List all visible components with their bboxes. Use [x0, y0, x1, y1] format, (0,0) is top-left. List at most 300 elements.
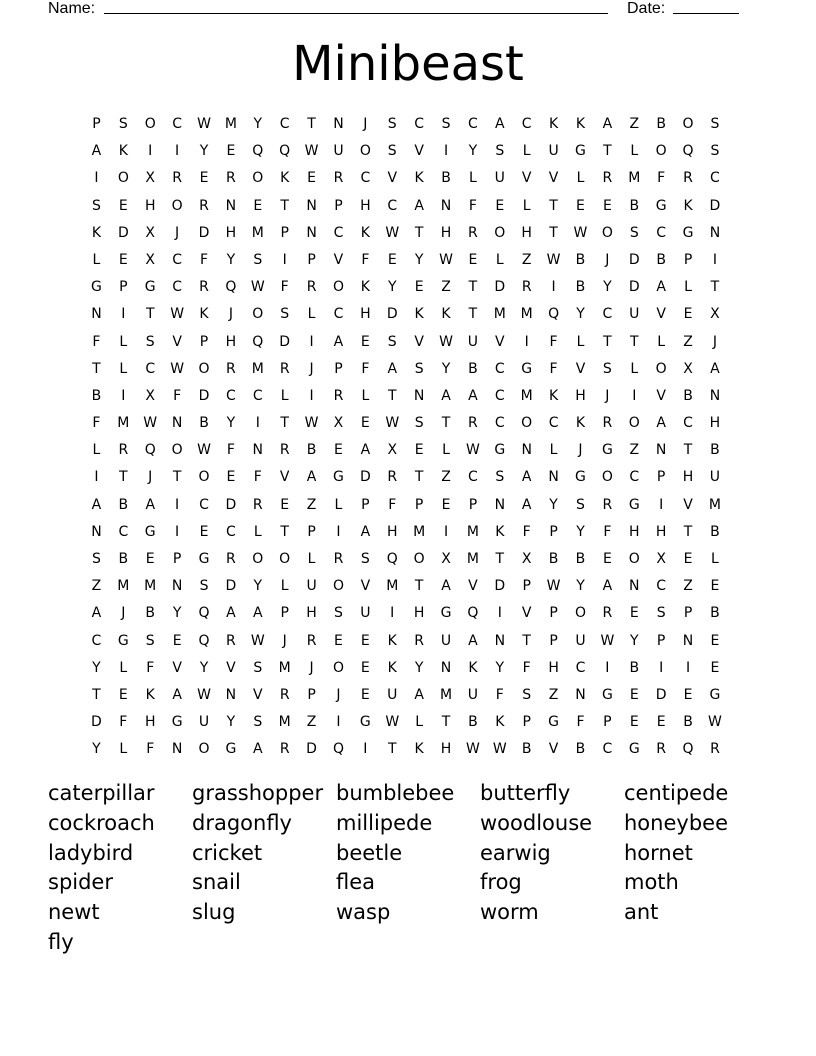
- grid-letter: A: [521, 496, 532, 513]
- grid-letter: E: [118, 251, 128, 268]
- grid-letter: D: [494, 279, 506, 296]
- grid-letter: R: [602, 496, 613, 513]
- grid-letter: I: [94, 170, 99, 187]
- grid-letter: D: [198, 224, 210, 241]
- grid-letter: Y: [226, 714, 236, 731]
- grid-letter: W: [304, 143, 319, 160]
- grid-letter: M: [251, 360, 264, 377]
- grid-letter: V: [414, 333, 424, 350]
- grid-letter: E: [629, 605, 639, 622]
- grid-letter: W: [304, 415, 319, 432]
- grid-letter: N: [306, 197, 317, 214]
- grid-letter: Q: [198, 605, 210, 622]
- grid-letter: W: [600, 632, 615, 649]
- grid-letter: Z: [441, 469, 451, 486]
- grid-letter: O: [601, 224, 613, 241]
- grid-letter: O: [171, 197, 183, 214]
- grid-letter: T: [468, 306, 478, 323]
- grid-letter: T: [441, 714, 451, 731]
- grid-letter: R: [172, 170, 182, 187]
- grid-letter: L: [307, 306, 316, 323]
- grid-letter: Z: [521, 251, 532, 268]
- grid-letter: J: [121, 605, 126, 622]
- grid-letter: S: [710, 143, 720, 160]
- grid-letter: Q: [386, 551, 398, 567]
- date-field[interactable]: [673, 13, 739, 14]
- grid-letter: Y: [253, 578, 263, 595]
- grid-letter: P: [603, 714, 612, 731]
- grid-letter: P: [334, 360, 343, 377]
- grid-letter: P: [334, 197, 343, 214]
- grid-letter: A: [253, 741, 263, 758]
- grid-letter: G: [521, 360, 533, 377]
- grid-letter: L: [334, 496, 343, 513]
- grid-letter: A: [91, 605, 102, 622]
- grid-letter: R: [602, 170, 613, 187]
- grid-letter: S: [253, 659, 263, 676]
- grid-letter: J: [309, 360, 314, 377]
- grid-letter: U: [629, 306, 640, 323]
- grid-letter: F: [280, 279, 289, 296]
- grid-letter: B: [656, 251, 666, 268]
- grid-letter: S: [576, 496, 585, 513]
- grid-letter: W: [708, 714, 722, 731]
- word-item: ant: [624, 900, 659, 925]
- grid-letter: U: [575, 632, 586, 649]
- word-item: frog: [480, 870, 522, 895]
- grid-letter: K: [118, 143, 128, 160]
- grid-letter: K: [468, 659, 478, 676]
- grid-letter: A: [468, 387, 478, 404]
- grid-letter: P: [414, 496, 424, 513]
- grid-letter: O: [171, 442, 183, 459]
- grid-letter: L: [576, 170, 585, 187]
- grid-letter: E: [710, 659, 720, 676]
- grid-letter: Y: [441, 360, 451, 377]
- grid-letter: C: [91, 632, 102, 649]
- grid-letter: E: [360, 632, 370, 649]
- grid-letter: L: [522, 143, 531, 160]
- grid-letter: O: [655, 360, 667, 377]
- grid-letter: P: [468, 496, 478, 513]
- grid-letter: U: [467, 333, 479, 350]
- grid-letter: W: [197, 116, 211, 132]
- grid-letter: N: [333, 116, 344, 132]
- grid-letter: W: [465, 741, 480, 758]
- grid-letter: Y: [387, 279, 397, 296]
- grid-letter: W: [439, 333, 453, 350]
- grid-letter: E: [199, 523, 209, 540]
- grid-letter: I: [443, 143, 449, 160]
- grid-letter: O: [144, 116, 156, 132]
- grid-letter: V: [279, 469, 290, 486]
- grid-letter: H: [575, 387, 586, 404]
- grid-letter: E: [441, 496, 451, 513]
- grid-letter: T: [414, 224, 424, 241]
- grid-letter: X: [333, 415, 344, 432]
- grid-letter: B: [629, 197, 640, 214]
- word-item: fly: [48, 929, 74, 954]
- grid-letter: S: [199, 578, 209, 595]
- grid-letter: D: [225, 578, 237, 595]
- grid-letter: A: [226, 605, 236, 622]
- grid-letter: M: [117, 415, 130, 432]
- grid-letter: I: [121, 306, 126, 323]
- grid-letter: J: [228, 306, 233, 323]
- grid-letter: I: [524, 333, 529, 350]
- grid-letter: S: [602, 360, 612, 377]
- grid-letter: K: [414, 170, 424, 187]
- grid-letter: K: [495, 523, 505, 540]
- grid-letter: L: [522, 197, 531, 214]
- grid-letter: F: [576, 714, 585, 731]
- grid-letter: C: [226, 523, 236, 540]
- grid-letter: U: [360, 605, 371, 622]
- grid-letter: N: [91, 523, 102, 540]
- grid-letter: F: [146, 741, 155, 758]
- grid-letter: L: [119, 333, 128, 350]
- grid-letter: S: [145, 333, 155, 350]
- grid-letter: F: [549, 360, 558, 377]
- grid-letter: C: [360, 170, 371, 187]
- grid-letter: A: [602, 116, 613, 132]
- grid-letter: N: [171, 741, 183, 758]
- grid-letter: T: [468, 279, 478, 296]
- grid-letter: W: [465, 442, 480, 459]
- grid-letter: F: [173, 387, 182, 404]
- grid-letter: S: [145, 632, 155, 649]
- grid-letter: A: [360, 523, 371, 540]
- grid-letter: S: [522, 686, 532, 703]
- grid-letter: N: [521, 442, 532, 459]
- grid-letter: G: [628, 741, 640, 758]
- grid-letter: S: [92, 551, 101, 567]
- grid-letter: R: [521, 279, 532, 296]
- grid-letter: M: [628, 170, 641, 187]
- grid-letter: U: [333, 143, 344, 160]
- grid-letter: K: [414, 306, 424, 323]
- grid-letter: G: [682, 224, 694, 241]
- grid-letter: P: [119, 279, 128, 296]
- grid-letter: S: [710, 116, 720, 132]
- grid-letter: A: [360, 442, 371, 459]
- grid-letter: Q: [252, 143, 264, 160]
- grid-letter: P: [172, 551, 182, 567]
- grid-letter: G: [628, 496, 640, 513]
- grid-letter: N: [655, 442, 667, 459]
- grid-letter: O: [413, 551, 425, 567]
- grid-letter: V: [521, 170, 532, 187]
- grid-letter: K: [575, 116, 586, 132]
- grid-letter: E: [226, 469, 236, 486]
- word-item: ladybird: [48, 840, 134, 865]
- grid-letter: P: [361, 496, 370, 513]
- grid-letter: L: [469, 170, 477, 187]
- grid-letter: B: [468, 360, 478, 377]
- grid-letter: H: [225, 224, 237, 241]
- grid-letter: I: [659, 496, 664, 513]
- grid-letter: C: [575, 659, 586, 676]
- grid-letter: L: [361, 387, 370, 404]
- grid-letter: J: [605, 387, 610, 404]
- grid-letter: O: [332, 279, 344, 296]
- grid-letter: T: [387, 741, 397, 758]
- grid-letter: K: [548, 116, 559, 132]
- grid-letter: A: [306, 469, 317, 486]
- grid-letter: M: [278, 714, 291, 731]
- grid-letter: M: [413, 523, 426, 540]
- grid-letter: O: [682, 116, 694, 132]
- grid-letter: I: [605, 659, 610, 676]
- grid-letter: O: [359, 143, 371, 160]
- grid-letter: O: [332, 578, 344, 595]
- grid-letter: I: [282, 251, 287, 268]
- grid-letter: H: [144, 197, 156, 214]
- grid-letter: W: [197, 442, 211, 459]
- grid-letter: O: [198, 469, 210, 486]
- grid-letter: B: [575, 279, 586, 296]
- grid-letter: M: [493, 306, 506, 323]
- grid-letter: G: [440, 605, 452, 622]
- grid-letter: E: [414, 442, 424, 459]
- grid-letter: S: [387, 116, 397, 132]
- word-item: dragonfly: [192, 810, 292, 835]
- grid-letter: T: [549, 224, 558, 241]
- grid-letter: R: [279, 360, 290, 377]
- word-item: butterfly: [480, 781, 571, 805]
- grid-letter: P: [307, 251, 316, 268]
- grid-letter: G: [198, 551, 210, 567]
- grid-letter: C: [172, 116, 182, 132]
- grid-letter: N: [225, 686, 237, 703]
- grid-letter: E: [710, 578, 720, 595]
- grid-letter: C: [521, 116, 532, 132]
- grid-letter: T: [629, 333, 639, 350]
- grid-letter: P: [549, 605, 558, 622]
- grid-letter: U: [440, 632, 452, 649]
- grid-letter: E: [118, 686, 128, 703]
- grid-letter: J: [175, 224, 180, 241]
- grid-letter: C: [629, 469, 640, 486]
- grid-letter: Q: [548, 306, 560, 323]
- grid-letter: R: [226, 632, 236, 649]
- grid-letter: C: [172, 251, 182, 268]
- grid-letter: L: [442, 442, 450, 459]
- grid-letter: H: [628, 523, 640, 540]
- grid-letter: V: [414, 143, 424, 160]
- grid-letter: H: [386, 523, 398, 540]
- grid-letter: Y: [92, 741, 101, 758]
- grid-letter: T: [119, 469, 128, 486]
- grid-letter: O: [494, 224, 506, 241]
- grid-letter: E: [334, 442, 343, 459]
- grid-letter: V: [172, 333, 182, 350]
- grid-letter: A: [91, 496, 102, 513]
- grid-letter: V: [575, 360, 586, 377]
- grid-letter: A: [656, 279, 666, 296]
- grid-letter: I: [309, 333, 314, 350]
- grid-letter: V: [226, 659, 236, 676]
- grid-letter: J: [578, 442, 583, 459]
- grid-letter: K: [145, 686, 155, 703]
- grid-letter: K: [387, 659, 397, 676]
- grid-letter: D: [628, 251, 640, 268]
- grid-letter: C: [252, 387, 263, 404]
- grid-letter: T: [683, 523, 693, 540]
- grid-letter: I: [121, 387, 126, 404]
- word-item: honeybee: [624, 810, 728, 835]
- grid-letter: N: [440, 659, 452, 676]
- grid-letter: I: [175, 143, 180, 160]
- grid-letter: T: [441, 415, 451, 432]
- grid-letter: U: [467, 686, 479, 703]
- grid-letter: Q: [332, 741, 344, 758]
- grid-letter: H: [655, 523, 667, 540]
- grid-letter: V: [360, 578, 371, 595]
- grid-letter: C: [145, 360, 156, 377]
- grid-letter: U: [387, 686, 398, 703]
- grid-letter: L: [92, 442, 101, 459]
- header: [48, 0, 748, 20]
- grid-letter: R: [226, 170, 236, 187]
- grid-letter: E: [683, 686, 693, 703]
- grid-letter: H: [144, 714, 156, 731]
- grid-letter: H: [709, 415, 721, 432]
- grid-letter: B: [710, 442, 720, 459]
- grid-letter: X: [441, 551, 451, 567]
- grid-letter: N: [494, 496, 506, 513]
- word-item: cricket: [192, 840, 263, 865]
- word-item: wasp: [336, 900, 391, 925]
- grid-letter: V: [656, 306, 666, 323]
- grid-letter: C: [118, 523, 129, 540]
- word-item: caterpillar: [48, 781, 155, 805]
- grid-letter: K: [495, 714, 505, 731]
- grid-letter: R: [306, 279, 317, 296]
- grid-letter: B: [548, 551, 559, 567]
- grid-letter: R: [710, 741, 720, 758]
- grid-letter: M: [251, 224, 264, 241]
- grid-letter: O: [655, 143, 667, 160]
- grid-letter: D: [494, 578, 506, 595]
- grid-letter: T: [603, 333, 612, 350]
- grid-letter: A: [333, 333, 344, 350]
- grid-letter: S: [360, 551, 370, 567]
- grid-letter: T: [495, 551, 505, 567]
- grid-letter: J: [336, 686, 341, 703]
- grid-letter: W: [439, 251, 453, 268]
- grid-letter: F: [92, 415, 101, 432]
- name-label: Name:: [48, 0, 96, 17]
- grid-letter: C: [226, 387, 236, 404]
- word-item: hornet: [624, 840, 693, 865]
- grid-letter: A: [468, 632, 478, 649]
- grid-letter: U: [494, 170, 505, 187]
- grid-letter: O: [521, 415, 533, 432]
- grid-letter: R: [683, 170, 693, 187]
- grid-letter: P: [549, 632, 558, 649]
- word-item: beetle: [336, 840, 403, 865]
- grid-letter: Y: [549, 496, 558, 513]
- grid-letter: T: [280, 523, 289, 540]
- grid-letter: F: [253, 469, 262, 486]
- grid-letter: K: [683, 197, 693, 214]
- grid-letter: H: [306, 605, 317, 622]
- grid-letter: Z: [91, 578, 102, 595]
- grid-letter: W: [170, 306, 185, 323]
- grid-letter: K: [414, 741, 424, 758]
- grid-letter: C: [494, 360, 505, 377]
- grid-letter: I: [148, 143, 153, 160]
- page-title: Minibeast: [292, 36, 524, 92]
- word-item: snail: [192, 870, 241, 895]
- grid-letter: R: [602, 605, 613, 622]
- grid-letter: W: [546, 578, 561, 595]
- grid-letter: B: [575, 551, 586, 567]
- grid-letter: A: [441, 578, 451, 595]
- grid-letter: A: [91, 143, 102, 160]
- grid-letter: R: [602, 415, 613, 432]
- grid-letter: A: [253, 605, 263, 622]
- grid-letter: D: [709, 197, 721, 214]
- grid-letter: F: [522, 523, 531, 540]
- grid-letter: V: [521, 605, 532, 622]
- grid-letter: T: [280, 415, 289, 432]
- grid-letter: S: [253, 251, 263, 268]
- word-item: slug: [192, 900, 236, 925]
- name-field[interactable]: [104, 13, 608, 14]
- grid-letter: F: [361, 251, 370, 268]
- grid-letter: O: [198, 360, 210, 377]
- grid-letter: Q: [144, 442, 156, 459]
- grid-letter: A: [414, 197, 424, 214]
- grid-letter: T: [280, 197, 289, 214]
- grid-letter: I: [443, 523, 449, 540]
- grid-letter: P: [307, 686, 316, 703]
- grid-letter: R: [199, 279, 209, 296]
- grid-letter: L: [280, 578, 289, 595]
- grid-letter: E: [334, 632, 343, 649]
- grid-letter: P: [199, 333, 209, 350]
- grid-letter: Q: [682, 741, 694, 758]
- grid-letter: S: [656, 605, 666, 622]
- grid-letter: C: [414, 116, 425, 132]
- grid-letter: G: [225, 741, 237, 758]
- grid-letter: M: [439, 686, 453, 703]
- grid-letter: G: [117, 632, 129, 649]
- grid-letter: M: [466, 523, 479, 540]
- grid-letter: B: [441, 170, 451, 187]
- grid-letter: T: [549, 197, 558, 214]
- grid-letter: W: [250, 632, 265, 649]
- grid-letter: G: [575, 469, 586, 486]
- grid-letter: G: [333, 469, 344, 486]
- grid-letter: R: [333, 387, 344, 404]
- grid-letter: G: [91, 279, 102, 296]
- word-item: earwig: [480, 840, 551, 865]
- grid-letter: B: [145, 605, 156, 622]
- grid-letter: I: [336, 714, 341, 731]
- grid-letter: C: [602, 741, 613, 758]
- grid-letter: G: [144, 279, 156, 296]
- grid-letter: K: [91, 224, 102, 241]
- grid-letter: Z: [683, 578, 693, 595]
- grid-letter: B: [710, 523, 720, 540]
- grid-letter: D: [198, 387, 210, 404]
- grid-letter: D: [655, 686, 667, 703]
- grid-letter: F: [388, 496, 397, 513]
- grid-letter: Q: [279, 143, 291, 160]
